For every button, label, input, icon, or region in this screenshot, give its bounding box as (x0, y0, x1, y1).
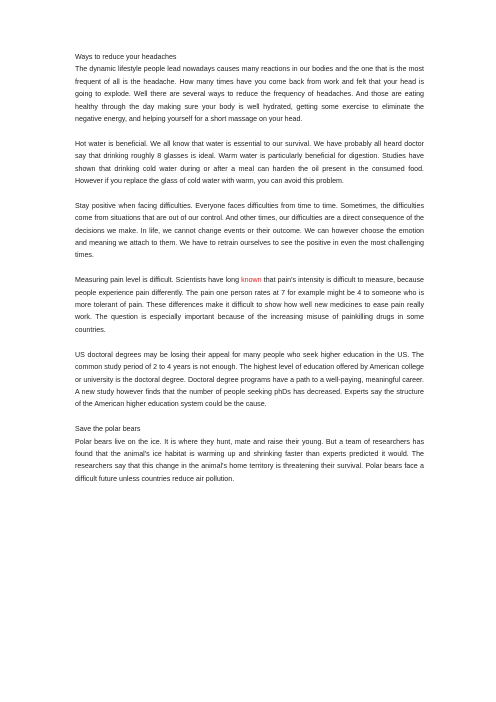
paragraph-hot-water: Hot water is beneficial. We all know that water is essential to our survival. We have probably all heard doctor say that drinking roughly 8 glasses is ideal. Warm water is particularly beneficial for digestion. Studies have shown that drinking cold water during or after a meal can harden the oil present in the consumed food. However if you replace the glass of cold water with warm, you can avoid this problem. (75, 139, 424, 186)
pain-text-before: Measuring pain level is difficult. Scientists have long (75, 276, 242, 285)
paragraph-stay-positive: Stay positive when facing difficulties. Everyone faces difficulties from time to time. Sometimes, the difficulties come from situations that are out of our control. And other times, our difficulties are a direct consequence of the decisions we make. In life, we cannot change events or their outcome. We can however choose the emotion and meaning we attach to them. We have to retrain ourselves to see the positive in even the most challenging times. (75, 201, 424, 260)
paragraph-polar-bears: Polar bears live on the ice. It is where they hunt, mate and raise their young. But a team of researchers has found that the animal's ice habitat is warming up and shrinking faster than experts predicted it would. The researchers say that this change in the animal's home territory is threatening their survival. Polar bears face a difficult future unless countries reduce air pollution. (75, 437, 424, 483)
paragraph-doctoral-degrees: US doctoral degrees may be losing their appeal for many people who seek higher education in the US. The common study period of 2 to 4 years is not enough. The highest level of education offered by American college or university is the doctoral degree. Doctoral degree programs have a path to a well-paying, meaningful career. A new study however finds that the number of people seeking phDs has decreased. Experts say the structure of the American higher education system could be the cause. (75, 350, 424, 409)
document-page (75, 51, 424, 485)
document-title: Ways to reduce your headaches (75, 53, 177, 61)
pain-text-after: that pain's intensity is difficult to measure, because people experience pain differently. The pain one person rates at 7 for example might be 4 to someone who is more tolerant of pain. These differences make it difficult to show how well new medicines to ease pain really work. The question is especially important because of the increasing misuse of painkilling drugs in some countries. (75, 276, 424, 334)
paragraph-measuring-pain (75, 274, 424, 336)
paragraph-headaches: The dynamic lifestyle people lead nowadays causes many reactions in our bodies and the one that is the most frequent of all is the headache. How many times have you come back from work and felt that your head is going to explode. Well there are several ways to reduce the frequency of headaches. And those are eating healthy through the day making sure your body is well hydrated, getting some exercise to eliminate the negative energy, and helping yourself for a short massage on your head. (75, 65, 424, 124)
polar-bears-heading: Save the polar bears (75, 425, 141, 434)
highlighted-word: known (241, 276, 262, 285)
